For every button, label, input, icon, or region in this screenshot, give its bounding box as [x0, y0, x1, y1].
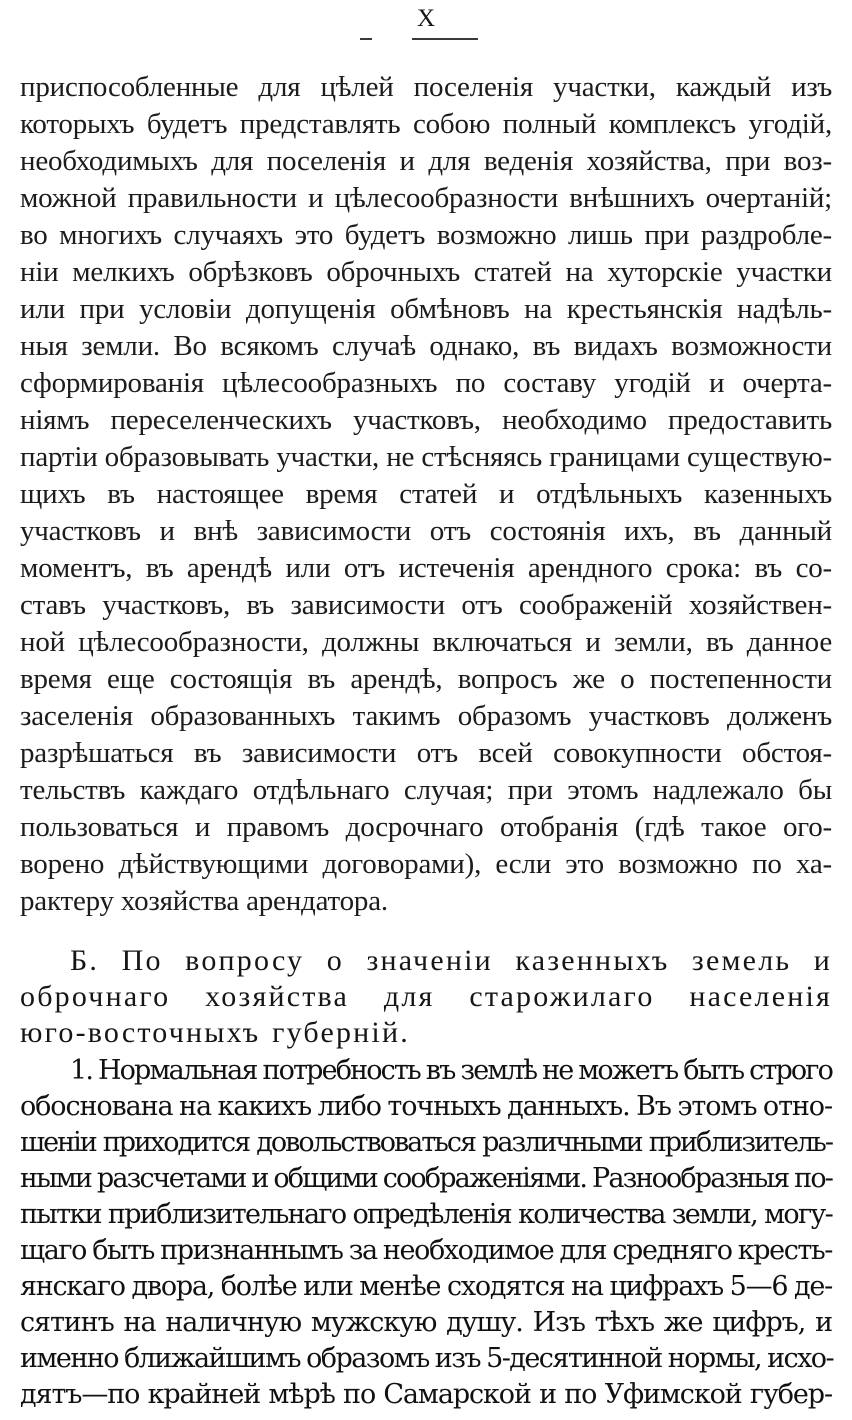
heading-line-last: юго-восточныхъ губерній.	[20, 1016, 410, 1049]
text-line: дятъ—по крайней мѣрѣ по Самарской и по Уфимской губер-	[20, 1379, 832, 1410]
text-line: приспособленные для цѣлей поселенія участки, каждый изъ	[20, 71, 832, 103]
text-line: ной цѣлесообразности, должны включаться и земли, въ данное	[20, 626, 832, 658]
text-line: тельствъ каждаго отдѣльнаго случая; при этомъ надлежало бы	[20, 774, 832, 806]
text-line: можной правильности и цѣлесообразности внѣшнихъ очертаній;	[20, 182, 832, 214]
text-line-last: рактеру хозяйства арендатора.	[20, 885, 388, 917]
text-line: сформированія цѣлесообразныхъ по составу угодій и очерта-	[20, 367, 832, 399]
text-line: ныя земли. Во всякомъ случаѣ однако, въ видахъ возможности	[20, 330, 832, 362]
text-line: участковъ и внѣ зависимости отъ состоянія ихъ, въ данный	[20, 515, 832, 547]
text-line: партіи образовывать участки, не стѣсняясь границами существую-	[20, 441, 832, 473]
text-line: обоснована на какихъ либо точныхъ данныхъ. Въ этомъ отно-	[20, 1091, 832, 1122]
text-line: заселенія образованныхъ такимъ образомъ участковъ долженъ	[20, 700, 832, 732]
text-line: разрѣшаться въ зависимости отъ всей совокупности обстоя-	[20, 737, 832, 769]
heading-line: Б. По вопросу о значеніи казенныхъ земель и	[70, 944, 832, 977]
text-line: пытки приблизительнаго опредѣленія количества земли, могу-	[20, 1199, 832, 1230]
text-line: необходимыхъ для поселенія и для веденія хозяйства, при воз-	[20, 145, 832, 177]
text-line: которыхъ будетъ представлять собою полный комплексъ угодій,	[20, 108, 832, 140]
text-line: пользоваться и правомъ досрочнаго отобранія (гдѣ такое ого-	[20, 811, 832, 843]
text-line: 1. Нормальная потребность въ землѣ не можетъ быть строго	[70, 1055, 832, 1086]
text-line: время еще состоящія въ арендѣ, вопросъ же о постепенности	[20, 663, 832, 695]
text-line: моментъ, въ арендѣ или отъ истеченія арендного срока: въ со-	[20, 552, 832, 584]
text-line: ворено дѣйствующими договорами), если это возможно по ха-	[20, 848, 832, 880]
text-line: во многихъ случаяхъ это будетъ возможно лишь при раздробле-	[20, 219, 832, 251]
text-line: или при условіи допущенія обмѣновъ на крестьянскія надѣль-	[20, 293, 832, 325]
text-line: ніямъ переселенческихъ участковъ, необходимо предоставить	[20, 404, 832, 436]
text-line: ніи мелкихъ обрѣзковъ оброчныхъ статей на хуторскіе участки	[20, 256, 832, 288]
page-number: X	[416, 5, 436, 32]
text-line: шеніи приходится довольствоваться различными приблизитель-	[20, 1127, 832, 1158]
heading-line: оброчнаго хозяйства для старожилаго населенія	[20, 980, 832, 1013]
text-line: янскаго двора, болѣе или менѣе сходятся на цифрахъ 5—6 де-	[20, 1271, 832, 1302]
text-line: щихъ въ настоящее время статей и отдѣльныхъ казенныхъ	[20, 478, 832, 510]
text-line: щаго быть признаннымъ за необходимое для средняго кресть-	[20, 1235, 832, 1266]
text-line: ными разсчетами и общими соображеніями. Разнообразныя по-	[20, 1163, 832, 1194]
text-line: ставъ участковъ, въ зависимости отъ соображеній хозяйствен-	[20, 589, 832, 621]
text-line: именно ближайшимъ образомъ изъ 5-десятинной нормы, исхо-	[20, 1343, 834, 1374]
text-line: сятинъ на наличную мужскую душу. Изъ тѣхъ же цифръ, и	[20, 1307, 832, 1338]
